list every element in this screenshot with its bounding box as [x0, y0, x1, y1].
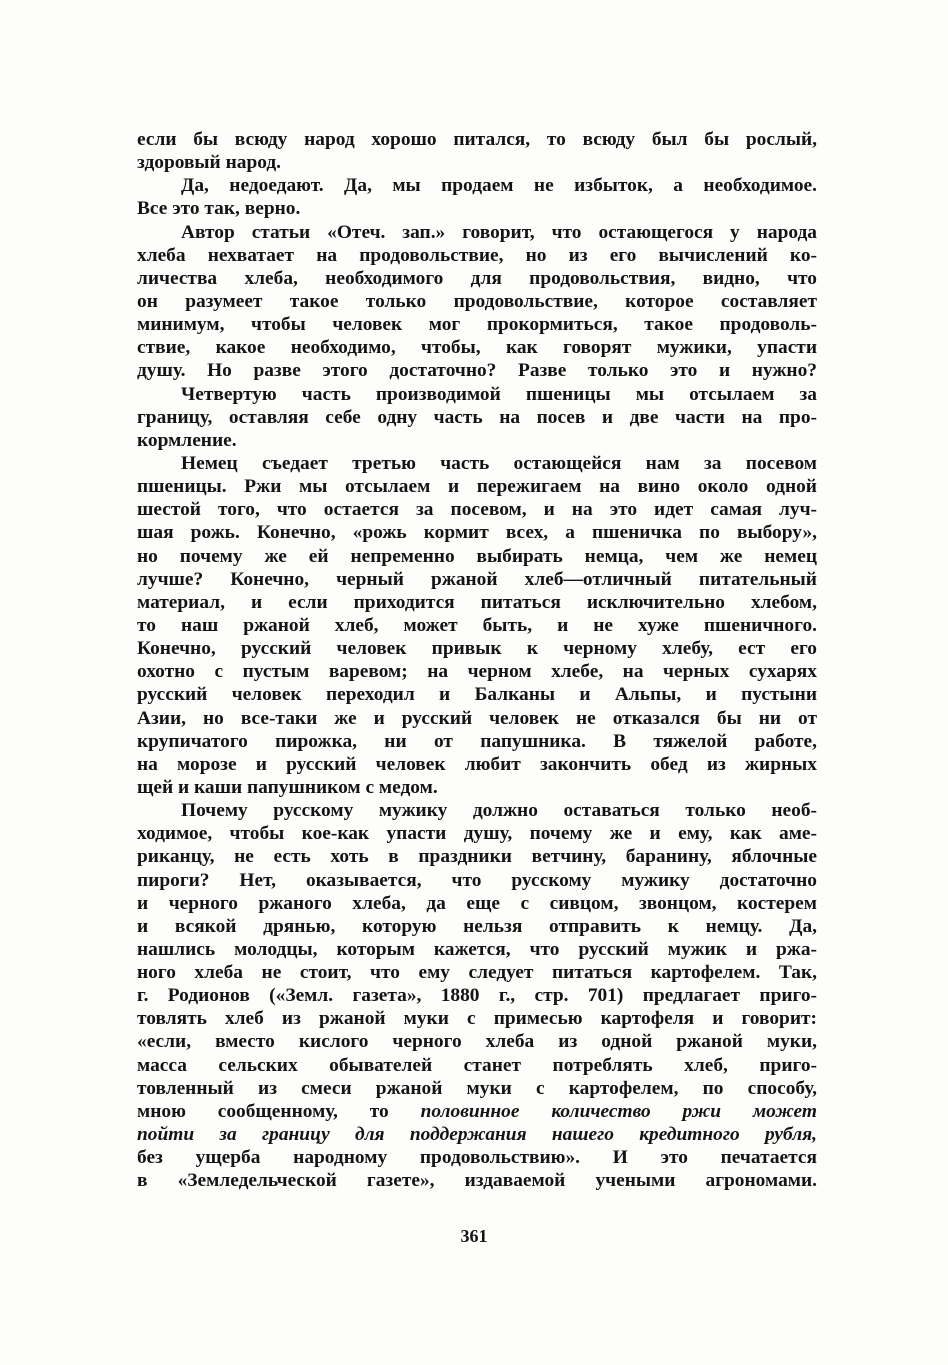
text-line-content: шестой того, что остается за посевом, и на это идет самая луч-	[137, 499, 817, 521]
text-line-content: материал, и если приходится питаться исключительно хлебом,	[137, 591, 817, 613]
text-line-content: мною сообщенному, то	[137, 1100, 421, 1122]
text-line	[137, 730, 817, 753]
text-line	[137, 244, 817, 267]
text-line-content: ствие, какое необходимо, чтобы, как говорят мужики, упасти	[137, 337, 817, 359]
text-line	[137, 776, 817, 799]
text-line	[137, 683, 817, 706]
text-line-content: масса сельских обывателей станет потреблять хлеб, приго-	[137, 1054, 817, 1076]
text-line	[137, 1007, 817, 1030]
text-line	[137, 475, 817, 498]
text-line	[137, 869, 817, 892]
text-line-content: здоровый народ.	[137, 152, 282, 174]
text-line-content: пироги? Нет, оказывается, что русскому мужику достаточно	[137, 869, 817, 891]
text-line-content: пшеницы. Ржи мы отсылаем и пережигаем на вино около одной	[137, 476, 817, 498]
body-text	[137, 128, 817, 1192]
text-line	[137, 197, 817, 220]
text-line-content: если бы всюду народ хорошо питался, то всюду был бы рослый,	[137, 129, 817, 150]
text-line-content: Почему русскому мужику должно оставаться только необ-	[181, 800, 817, 822]
text-line	[137, 128, 817, 151]
text-line-content: на морозе и русский человек любит закончить обед из жирных	[137, 753, 817, 775]
text-line-content: г. Родионов («Земл. газета», 1880 г., стр. 701) предлагает приго-	[137, 985, 817, 1007]
text-line-content: кормление.	[137, 429, 237, 451]
text-line-content: шая рожь. Конечно, «рожь кормит всех, а пшеничка по выбору»,	[137, 522, 817, 544]
text-line	[137, 1054, 817, 1077]
text-line	[137, 521, 817, 544]
text-line-content: Автор статьи «Отеч. зап.» говорит, что остающегося у народа	[181, 221, 817, 243]
text-line-content: душу. Но разве этого достаточно? Разве только это и нужно?	[137, 360, 817, 382]
text-line-content: личества хлеба, необходимого для продовольствия, видно, что	[137, 267, 817, 289]
text-line-content: щей и каши папушником с медом.	[137, 776, 438, 798]
text-line-content: и черного ржаного хлеба, да еще с сивцом, звонцом, костерем	[137, 892, 817, 914]
text-line-content: но почему же ей непременно выбирать немца, чем же немец	[137, 545, 817, 567]
text-line-content: ного хлеба не стоит, что ему следует питаться картофелем. Так,	[137, 962, 817, 984]
text-line	[137, 174, 817, 197]
text-line-content: риканцу, не есть хоть в праздники ветчину, баранину, яблочные	[137, 846, 817, 868]
text-line-content: Да, недоедают. Да, мы продаем не избыток, а необходимое.	[181, 175, 817, 197]
italic-text: половинное количество ржи может	[420, 1100, 817, 1122]
text-line	[137, 915, 817, 938]
text-line	[137, 290, 817, 313]
text-line-content: лучше? Конечно, черный ржаной хлеб—отличный питательный	[137, 568, 817, 590]
text-line-content: крупичатого пирожка, ни от папушника. В тяжелой работе,	[137, 730, 817, 752]
text-line	[137, 614, 817, 637]
text-line-content: Конечно, русский человек привык к черному хлебу, ест его	[137, 638, 817, 660]
text-line-content: Четвертую часть производимой пшеницы мы отсылаем за	[181, 383, 817, 405]
text-line	[137, 313, 817, 336]
italic-text: пойти за границу для поддержания нашего кредитного рубля,	[137, 1124, 817, 1146]
text-line-content: товлять хлеб из ржаной муки с примесью картофеля и говорит:	[137, 1008, 817, 1030]
text-line	[137, 1169, 817, 1192]
text-line-content: в «Земледельческой газете», издаваемой учеными агрономами.	[137, 1170, 817, 1192]
text-line-content: Азии, но все-таки же и русский человек не отказался бы ни от	[137, 707, 817, 729]
page-number: 361	[460, 1226, 488, 1246]
text-line	[137, 568, 817, 591]
text-line-content: ходимое, чтобы кое-как упасти душу, почему же и ему, как аме-	[137, 823, 817, 845]
text-line	[137, 406, 817, 429]
text-line	[137, 452, 817, 475]
text-line	[137, 383, 817, 406]
text-line-content: Все это так, верно.	[137, 198, 301, 220]
text-line-content: хлеба нехватает на продовольствие, но из его вычислений ко-	[137, 244, 817, 266]
text-line	[137, 336, 817, 359]
text-line	[137, 151, 817, 174]
text-line	[137, 637, 817, 660]
text-line	[137, 1123, 817, 1146]
text-line-content: русский человек переходил и Балканы и Альпы, и пустыни	[137, 684, 817, 706]
text-line	[137, 707, 817, 730]
text-line-content: нашлись молодцы, которым кажется, что русский мужик и ржа-	[137, 938, 817, 960]
text-line	[137, 429, 817, 452]
text-line	[137, 591, 817, 614]
text-line-content: то наш ржаной хлеб, может быть, и не хуже пшеничного.	[137, 614, 817, 636]
text-line	[137, 1100, 817, 1123]
text-line	[137, 221, 817, 244]
text-line-content: товленный из смеси ржаной муки с картофелем, по способу,	[137, 1077, 817, 1099]
text-line-content: границу, оставляя себе одну часть на посев и две части на про-	[137, 406, 817, 428]
text-line	[137, 984, 817, 1007]
text-line	[137, 660, 817, 683]
text-line-content: он разумеет такое только продовольствие, которое составляет	[137, 290, 817, 312]
text-line-content: «если, вместо кислого черного хлеба из одной ржаной муки,	[137, 1031, 817, 1053]
text-line	[137, 498, 817, 521]
text-line	[137, 545, 817, 568]
text-line	[137, 845, 817, 868]
text-line	[137, 1146, 817, 1169]
text-line-content: и всякой дрянью, которую нельзя отправить к немцу. Да,	[137, 915, 817, 937]
text-line-content: охотно с пустым варевом; на черном хлебе, на черных сухарях	[137, 661, 817, 683]
text-line-content: без ущерба народному продовольствию». И это печатается	[137, 1147, 817, 1169]
text-line-content: Немец съедает третью часть остающейся нам за посевом	[181, 452, 817, 474]
text-line	[137, 822, 817, 845]
text-line	[137, 753, 817, 776]
text-line	[137, 267, 817, 290]
text-line	[137, 1077, 817, 1100]
text-line	[137, 892, 817, 915]
text-line	[137, 359, 817, 382]
text-line	[137, 961, 817, 984]
text-line	[137, 1030, 817, 1053]
text-line	[137, 938, 817, 961]
text-line	[137, 799, 817, 822]
text-line-content: минимум, чтобы человек мог прокормиться, такое продоволь-	[137, 314, 817, 336]
